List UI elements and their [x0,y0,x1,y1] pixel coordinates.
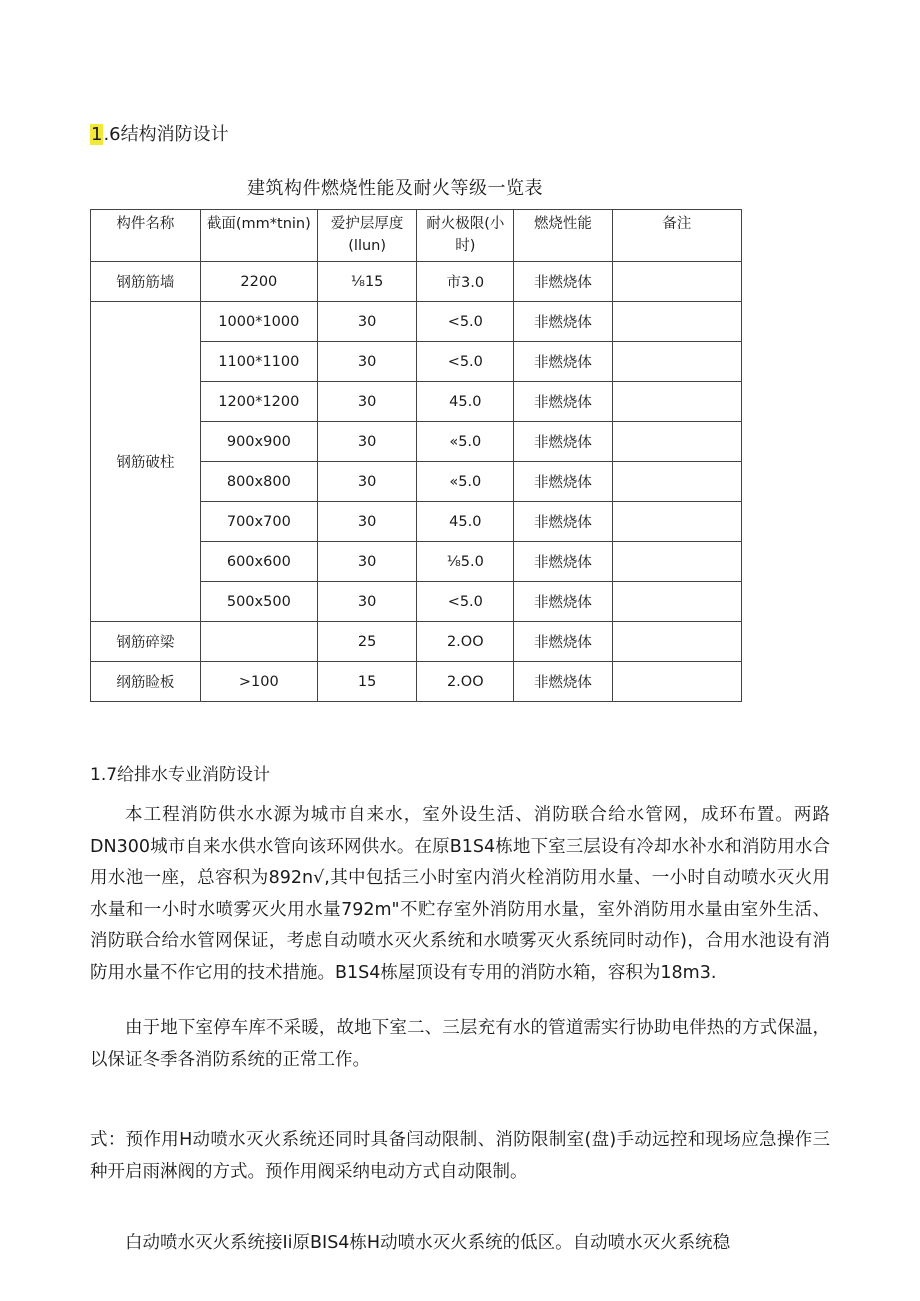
cell-thickness: 30 [317,342,417,382]
fire-rating-table [90,209,742,702]
cell-section: 900x900 [200,422,317,462]
cell-section: 1200*1200 [200,382,317,422]
cell-limit: 市3.0 [417,262,514,302]
header-cell: 燃烧性能 [514,210,613,262]
cell-note [612,462,741,502]
cell-combustion: 非燃烧体 [514,502,613,542]
paragraph-sprinkler: 白动喷水灭火系统接Ii原BIS4栋H动喷水灭火系统的低区。自动喷水灭火系统稳 [125,1233,731,1253]
cell-limit: «5.0 [417,422,514,462]
cell-note [612,622,741,662]
table-row [91,302,742,342]
cell-limit: 45.0 [417,382,514,422]
cell-limit: «5.0 [417,462,514,502]
cell-limit: 2.OO [417,622,514,662]
cell-thickness: ⅛15 [317,262,417,302]
cell-section: 700x700 [200,502,317,542]
cell-note [612,542,741,582]
header-cell: 耐火极限(小时) [417,210,514,262]
header-cell: 爱护层厚度(llun) [317,210,417,262]
header-cell: 截面(mm*tnin) [200,210,317,262]
cell-note [612,582,741,622]
cell-section: 2200 [200,262,317,302]
paragraph-water-source: 本工程消防供水水源为城市自来水，室外设生活、消防联合给水管网，成环布置。两路DN300城市自来水供水管向该环网供水。在原B1S4栋地下室三层设有冷却水补水和消防用水合用水池一座，总容积为892n√,其中包括三小时室内消火栓消防用水量、一小时自动喷水灭火用水量和一小时水喷雾灭火用水量792m"不贮存室外消防用水量，室外消防用水量由室外生活、消防联合给水管网保证，考虑自动喷水灭火系统和水喷雾灭火系统同时动作)，合用水池设有消防用水量不作它用的技术措施。B1S4栋屋顶设有专用的消防水箱，容积为18m3. [90,805,830,983]
cell-section: 500x500 [200,582,317,622]
cell-thickness: 30 [317,382,417,422]
cell-section: 1000*1000 [200,302,317,342]
cell-section: 600x600 [200,542,317,582]
cell-thickness: 30 [317,462,417,502]
table-header-row [91,210,742,262]
cell-thickness: 30 [317,582,417,622]
cell-name: 钢筋筋墙 [91,262,201,302]
section-1-6-title-text: .6结构消防设计 [103,124,229,145]
cell-thickness: 30 [317,502,417,542]
cell-limit: <5.0 [417,302,514,342]
table-row [91,262,742,302]
cell-name: 钢筋破柱 [91,302,201,622]
cell-name: 纲筋睑板 [91,662,201,702]
cell-combustion: 非燃烧体 [514,382,613,422]
cell-combustion: 非燃烧体 [514,302,613,342]
cell-combustion: 非燃烧体 [514,422,613,462]
table-title: 建筑构件燃烧性能及耐火等级一览表 [247,178,543,199]
cell-section [200,622,317,662]
section-number-highlight: 1 [91,124,103,145]
cell-note [612,422,741,462]
cell-note [612,502,741,542]
cell-thickness: 25 [317,622,417,662]
cell-combustion: 非燃烧体 [514,462,613,502]
section-1-6-title [90,122,229,148]
cell-note [612,302,741,342]
cell-note [612,262,741,302]
cell-section: 1100*1100 [200,342,317,382]
cell-thickness: 30 [317,422,417,462]
table-row [91,622,742,662]
cell-thickness: 30 [317,542,417,582]
header-cell: 构件名称 [91,210,201,262]
header-cell: 备注 [612,210,741,262]
cell-combustion: 非燃烧体 [514,622,613,662]
cell-combustion: 非燃烧体 [514,542,613,582]
cell-combustion: 非燃烧体 [514,662,613,702]
cell-note [612,342,741,382]
cell-name: 钢筋碎梁 [91,622,201,662]
paragraph-heat-tracing: 由于地下室停车库不采暖，故地下室二、三层充有水的管道需实行协助电伴热的方式保温，以保证冬季各消防系统的正常工作。 [90,1018,830,1070]
cell-combustion: 非燃烧体 [514,582,613,622]
cell-combustion: 非燃烧体 [514,262,613,302]
cell-note [612,662,741,702]
cell-combustion: 非燃烧体 [514,342,613,382]
cell-thickness: 15 [317,662,417,702]
cell-section: 800x800 [200,462,317,502]
cell-section: >100 [200,662,317,702]
cell-limit: <5.0 [417,342,514,382]
table-row [91,662,742,702]
cell-limit: <5.0 [417,582,514,622]
section-1-7-title: 1.7给排水专业消防设计 [90,765,271,785]
cell-limit: ⅛5.0 [417,542,514,582]
cell-note [612,382,741,422]
cell-thickness: 30 [317,302,417,342]
paragraph-preaction: 式：预作用H动喷水灭火系统还同时具备闫动限制、消防限制室(盘)手动远控和现场应急操作三种开启雨淋阀的方式。预作用阀采纳电动方式自动限制。 [90,1130,830,1182]
cell-limit: 45.0 [417,502,514,542]
cell-limit: 2.OO [417,662,514,702]
